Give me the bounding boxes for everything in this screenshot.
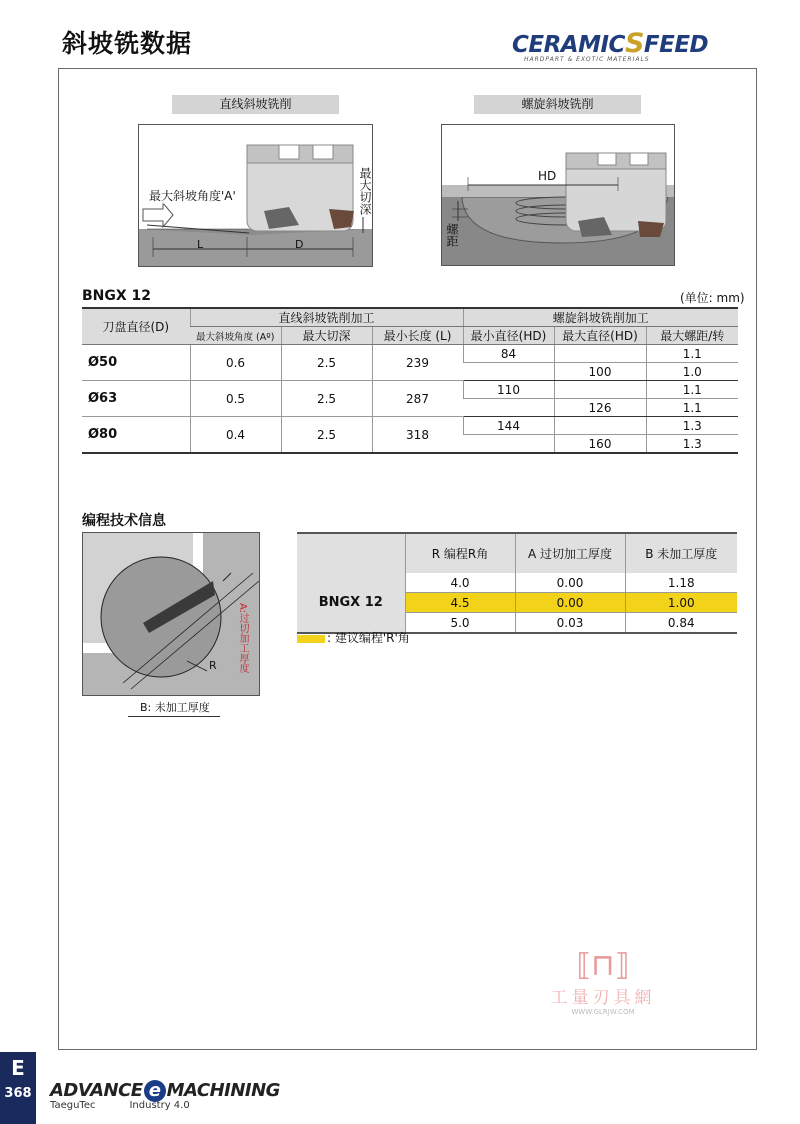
brand-tagline: HARDPART & EXOTIC MATERIALS	[524, 56, 650, 63]
cell-length: 239	[372, 345, 463, 381]
recommend-note	[297, 629, 410, 646]
cell-max-hd: 160	[554, 435, 646, 454]
helical-ramp-label: 螺旋斜坡铣削	[474, 95, 641, 114]
col-max-ramp-angle: 最大斜坡角度 (Aº)	[190, 327, 281, 345]
col-uncut-thickness: B 未加工厚度	[625, 533, 737, 573]
watermark-logo-icon: ⟦⊓⟧	[576, 948, 630, 983]
cell-pitch: 1.1	[646, 399, 738, 417]
cell-min-hd	[463, 363, 554, 381]
group-linear-ramp: 直线斜坡铣削加工	[190, 308, 463, 327]
d-dimension-label: D	[295, 238, 304, 251]
col-overcut-thickness: A 过切加工厚度	[515, 533, 625, 573]
col-max-hd: 最大直径(HD)	[554, 327, 646, 345]
r-table-corner	[297, 533, 405, 573]
watermark	[538, 948, 668, 1016]
page-title: 斜坡铣数据	[62, 29, 193, 58]
col-max-depth: 最大切深	[281, 327, 372, 345]
cell-a: 0.03	[515, 613, 625, 634]
l-dimension-label: L	[197, 238, 204, 251]
a-overcut-label: A:过切加工厚度	[237, 603, 248, 674]
cell-r: 4.5	[405, 593, 515, 613]
cell-pitch: 1.0	[646, 363, 738, 381]
watermark-url: WWW.GLRJW.COM	[571, 1008, 635, 1016]
cell-max-hd: 100	[554, 363, 646, 381]
brand-logo	[512, 28, 760, 68]
cell-a: 0.00	[515, 593, 625, 613]
cell-pitch: 1.1	[646, 381, 738, 399]
cell-min-hd	[463, 399, 554, 417]
col-max-pitch: 最大螺距/转	[646, 327, 738, 345]
cell-r: 4.0	[405, 573, 515, 593]
highlight-swatch	[297, 635, 325, 643]
programming-diagram	[82, 532, 260, 696]
footer-logo	[50, 1080, 280, 1111]
cell-max-hd	[554, 345, 646, 363]
cell-pitch: 1.1	[646, 345, 738, 363]
logo-e-icon: e	[144, 1080, 166, 1102]
watermark-text: 工量刃具網	[550, 988, 656, 1008]
logo-industry: Industry 4.0	[129, 1100, 190, 1111]
row-diameter: Ø80	[82, 417, 190, 454]
cell-min-hd	[463, 435, 554, 454]
table-row	[82, 381, 738, 399]
table-row	[297, 573, 737, 593]
pitch-label: 螺距	[445, 223, 459, 247]
cell-length: 318	[372, 417, 463, 454]
cell-depth: 2.5	[281, 345, 372, 381]
cell-b: 1.18	[625, 573, 737, 593]
row-diameter: Ø63	[82, 381, 190, 417]
helical-ramp-illustration	[442, 125, 674, 265]
cell-pitch: 1.3	[646, 417, 738, 435]
col-min-hd: 最小直径(HD)	[463, 327, 554, 345]
cell-min-hd: 84	[463, 345, 554, 363]
hd-dimension-label: HD	[538, 169, 557, 183]
cell-b: 0.84	[625, 613, 737, 634]
cell-max-hd	[554, 381, 646, 399]
cell-angle: 0.6	[190, 345, 281, 381]
cell-max-hd: 126	[554, 399, 646, 417]
recommend-text: : 建议编程'R'角	[327, 631, 410, 645]
page-number: 368	[4, 1086, 32, 1101]
linear-ramp-diagram	[138, 124, 373, 267]
col-min-length: 最小长度 (L)	[372, 327, 463, 345]
programming-illustration	[83, 533, 259, 695]
row-diameter: Ø50	[82, 345, 190, 381]
helical-ramp-diagram	[441, 124, 675, 266]
cell-min-hd: 110	[463, 381, 554, 399]
cell-a: 0.00	[515, 573, 625, 593]
section-tab	[0, 1052, 36, 1124]
programming-heading: 编程技术信息	[82, 513, 166, 529]
table-row	[82, 417, 738, 435]
cell-depth: 2.5	[281, 417, 372, 454]
cell-max-hd	[554, 417, 646, 435]
ramping-data-table	[82, 307, 738, 454]
col-programming-r: R 编程R角	[405, 533, 515, 573]
b-uncut-label: B: 未加工厚度	[128, 699, 220, 717]
cell-pitch: 1.3	[646, 435, 738, 454]
table-row	[82, 345, 738, 363]
cell-angle: 0.4	[190, 417, 281, 454]
brand-name: CERAMICSFEED	[512, 28, 709, 59]
max-ramp-angle-label: 最大斜坡角度'A'	[149, 189, 236, 203]
model-cell: BNGX 12	[297, 573, 405, 633]
logo-advance: ADVANCE	[50, 1080, 143, 1101]
logo-machining: MACHINING	[166, 1080, 280, 1101]
col-cutter-diameter: 刀盘直径(D)	[82, 308, 190, 345]
r-label: R	[209, 659, 217, 672]
unit-note: (单位: mm)	[680, 291, 745, 305]
max-depth-label: 最大切深	[358, 167, 372, 215]
cell-length: 287	[372, 381, 463, 417]
cell-depth: 2.5	[281, 381, 372, 417]
cell-b: 1.00	[625, 593, 737, 613]
section-letter: E	[11, 1056, 25, 1080]
logo-taegutec: TaeguTec	[50, 1100, 96, 1111]
programming-r-table	[297, 532, 737, 634]
linear-ramp-label: 直线斜坡铣削	[172, 95, 339, 114]
cell-r: 5.0	[405, 613, 515, 634]
table-heading: BNGX 12	[82, 288, 152, 304]
group-helical-ramp: 螺旋斜坡铣削加工	[463, 308, 738, 327]
cell-angle: 0.5	[190, 381, 281, 417]
cell-min-hd: 144	[463, 417, 554, 435]
